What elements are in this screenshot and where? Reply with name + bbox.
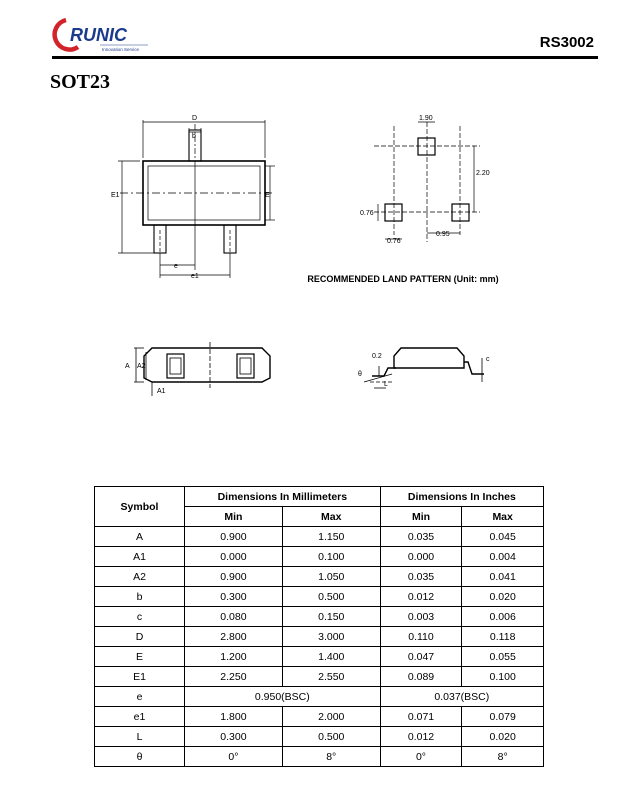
mm-min-header: Min (185, 507, 283, 527)
symbol-cell: θ (95, 747, 185, 767)
value-cell: 0.000 (185, 547, 283, 567)
value-cell: 2.250 (185, 667, 283, 687)
value-cell: 1.200 (185, 647, 283, 667)
logo-tagline: Innovation Service (102, 47, 140, 52)
value-cell: 0.000 (380, 547, 462, 567)
value-cell: 0.047 (380, 647, 462, 667)
symbol-cell: A1 (95, 547, 185, 567)
dim-label-D: D (192, 115, 198, 122)
side-view-drawing (122, 338, 282, 400)
value-cell: 0.003 (380, 607, 462, 627)
table-row (95, 727, 544, 747)
dim-label-076-vertical: 0.76 (360, 210, 374, 217)
value-cell: 0.118 (462, 627, 544, 647)
table-row (95, 667, 544, 687)
dimensions-table (94, 486, 544, 767)
symbol-cell: A2 (95, 567, 185, 587)
value-cell: 0.004 (462, 547, 544, 567)
table-row (95, 567, 544, 587)
table-row (95, 547, 544, 567)
symbol-header: Symbol (95, 487, 185, 527)
value-cell: 0.055 (462, 647, 544, 667)
value-cell: 8° (282, 747, 380, 767)
table-row (95, 687, 544, 707)
value-cell: 3.000 (282, 627, 380, 647)
value-cell: 0.500 (282, 727, 380, 747)
dim-label-A: A (125, 363, 130, 370)
in-max-header: Max (462, 507, 544, 527)
value-cell: 0° (380, 747, 462, 767)
header-rule (52, 56, 598, 59)
symbol-cell: e1 (95, 707, 185, 727)
value-cell: 0.300 (185, 727, 283, 747)
value-cell: 0.037(BSC) (380, 687, 543, 707)
value-cell: 0.071 (380, 707, 462, 727)
value-cell: 0.035 (380, 567, 462, 587)
dim-label-076-horizontal: 0.76 (387, 238, 401, 245)
package-title: SOT23 (50, 71, 111, 93)
value-cell: 0.079 (462, 707, 544, 727)
value-cell: 0.012 (380, 587, 462, 607)
value-cell: 0.045 (462, 527, 544, 547)
value-cell: 2.550 (282, 667, 380, 687)
table-row (95, 607, 544, 627)
symbol-cell: c (95, 607, 185, 627)
table-row (95, 627, 544, 647)
dim-label-e: e (174, 263, 178, 270)
table-row (95, 747, 544, 767)
symbol-cell: D (95, 627, 185, 647)
value-cell: 0.035 (380, 527, 462, 547)
dim-label-E1: E1 (111, 192, 120, 199)
dim-label-A1: A1 (157, 388, 166, 395)
value-cell: 0.006 (462, 607, 544, 627)
symbol-cell: e (95, 687, 185, 707)
symbol-cell: L (95, 727, 185, 747)
table-row (95, 527, 544, 547)
value-cell: 1.400 (282, 647, 380, 667)
table-row (95, 707, 544, 727)
dim-label-c: c (486, 356, 490, 363)
value-cell: 0.500 (282, 587, 380, 607)
value-cell: 0.100 (462, 667, 544, 687)
top-view-drawing (110, 112, 285, 282)
value-cell: 1.050 (282, 567, 380, 587)
mm-header: Dimensions In Millimeters (185, 487, 381, 507)
value-cell: 0.300 (185, 587, 283, 607)
table-row (95, 587, 544, 607)
mm-max-header: Max (282, 507, 380, 527)
land-pattern-caption: RECOMMENDED LAND PATTERN (Unit: mm) (307, 274, 499, 284)
value-cell: 0.089 (380, 667, 462, 687)
dim-label-b: b (192, 133, 196, 140)
end-view-drawing (354, 338, 499, 400)
dim-label-095: 0.95 (436, 231, 450, 238)
value-cell: 8° (462, 747, 544, 767)
logo-brand: RUNIC (70, 25, 127, 45)
value-cell: 0.020 (462, 587, 544, 607)
part-number: RS3002 (539, 34, 594, 51)
dim-label-220: 2.20 (476, 170, 490, 177)
value-cell: 0.950(BSC) (185, 687, 381, 707)
dim-label-02: 0.2 (372, 353, 382, 360)
value-cell: 0.900 (185, 527, 283, 547)
symbol-cell: A (95, 527, 185, 547)
company-logo (52, 14, 152, 56)
in-min-header: Min (380, 507, 462, 527)
value-cell: 1.800 (185, 707, 283, 727)
inch-header: Dimensions In Inches (380, 487, 543, 507)
value-cell: 0.100 (282, 547, 380, 567)
dim-label-L: L (384, 381, 388, 388)
dim-label-A2: A2 (137, 363, 146, 370)
value-cell: 2.000 (282, 707, 380, 727)
dim-label-e1: e1 (191, 273, 199, 280)
symbol-cell: E (95, 647, 185, 667)
table-row (95, 647, 544, 667)
value-cell: 0° (185, 747, 283, 767)
value-cell: 2.800 (185, 627, 283, 647)
value-cell: 0.041 (462, 567, 544, 587)
value-cell: 0.900 (185, 567, 283, 587)
value-cell: 0.012 (380, 727, 462, 747)
symbol-cell: E1 (95, 667, 185, 687)
dim-label-E: E (265, 192, 270, 199)
value-cell: 0.150 (282, 607, 380, 627)
value-cell: 0.020 (462, 727, 544, 747)
symbol-cell: b (95, 587, 185, 607)
land-pattern-drawing (352, 112, 492, 247)
dim-label-190: 1.90 (419, 115, 433, 122)
table-body (95, 527, 544, 767)
value-cell: 0.110 (380, 627, 462, 647)
dim-label-theta: θ (358, 371, 362, 378)
value-cell: 1.150 (282, 527, 380, 547)
value-cell: 0.080 (185, 607, 283, 627)
